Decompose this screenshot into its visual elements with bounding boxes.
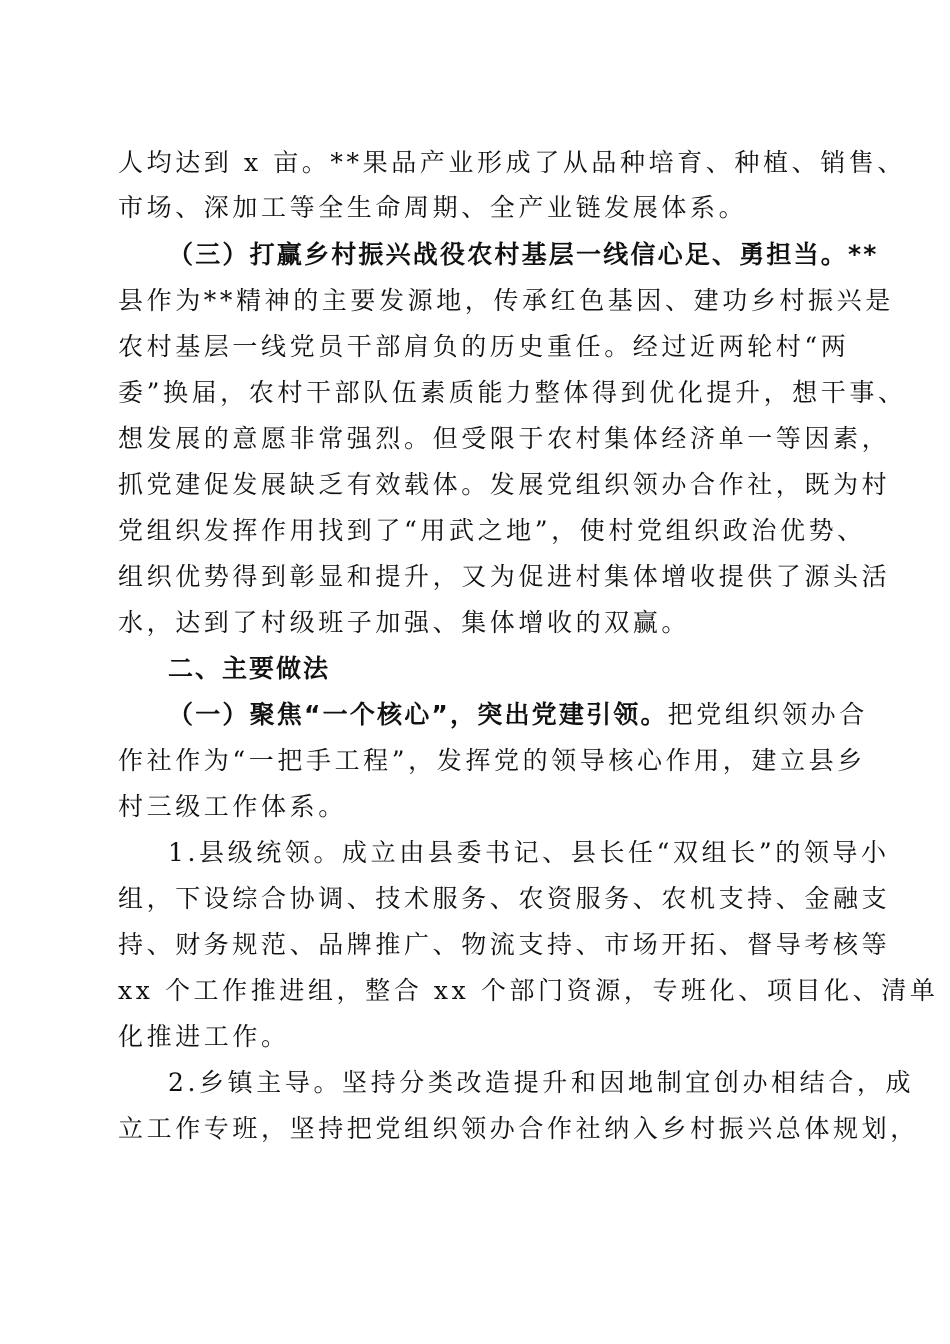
paragraph-line: 人均达到 x 亩。**果品产业形成了从品种培育、种植、销售、 bbox=[118, 148, 906, 177]
paragraph-line: 委”换届，农村干部队伍素质能力整体得到优化提升，想干事、 bbox=[118, 378, 907, 407]
subsection-text: 把党组织领办合 bbox=[667, 700, 868, 729]
paragraph-line: 持、财务规范、品牌推广、物流支持、市场开拓、督导考核等 bbox=[118, 930, 891, 959]
paragraph-line: 组织优势得到彰显和提升，又为促进村集体增收提供了源头活 bbox=[118, 562, 891, 591]
subsection-heading-1: （一）聚焦“一个核心”，突出党建引领。 bbox=[168, 700, 668, 729]
paragraph-line: 村三级工作体系。 bbox=[118, 792, 347, 821]
paragraph-line: 农村基层一线党员干部肩负的历史重任。经过近两轮村“两 bbox=[118, 332, 850, 361]
paragraph-line: 抓党建促发展缺乏有效载体。发展党组织领办合作社，既为村 bbox=[118, 470, 891, 499]
section-heading-main: 二、主要做法 bbox=[168, 654, 331, 683]
paragraph-line: 组，下设综合协调、技术服务、农资服务、农机支持、金融支 bbox=[118, 884, 891, 913]
paragraph-line: 党组织发挥作用找到了“用武之地”，使村党组织政治优势、 bbox=[118, 516, 866, 545]
subsection-line bbox=[168, 700, 868, 730]
paragraph-line: xx 个工作推进组，整合 xx 个部门资源，专班化、项目化、清单 bbox=[118, 976, 939, 1005]
paragraph-line: 化推进工作。 bbox=[118, 1022, 290, 1051]
list-item-2: 2.乡镇主导。坚持分类改造提升和因地制宜创办相结合，成 bbox=[168, 1068, 915, 1097]
paragraph-line: 立工作专班，坚持把党组织领办合作社纳入乡村振兴总体规划， bbox=[118, 1114, 919, 1143]
paragraph-line: 想发展的意愿非常强烈。但受限于农村集体经济单一等因素， bbox=[118, 424, 891, 453]
paragraph-line: 市场、深加工等全生命周期、全产业链发展体系。 bbox=[118, 193, 748, 222]
paragraph-line: 作社作为“一把手工程”，发挥党的领导核心作用，建立县乡 bbox=[118, 746, 866, 775]
list-item-1: 1.县级统领。成立由县委书记、县长任“双组长”的领导小 bbox=[168, 838, 890, 867]
section-heading-3: （三）打赢乡村振兴战役农村基层一线信心足、勇担当。** bbox=[168, 240, 879, 269]
paragraph-line: 县作为**精神的主要发源地，传承红色基因、建功乡村振兴是 bbox=[118, 286, 894, 315]
paragraph-line: 水，达到了村级班子加强、集体增收的双赢。 bbox=[118, 608, 691, 637]
